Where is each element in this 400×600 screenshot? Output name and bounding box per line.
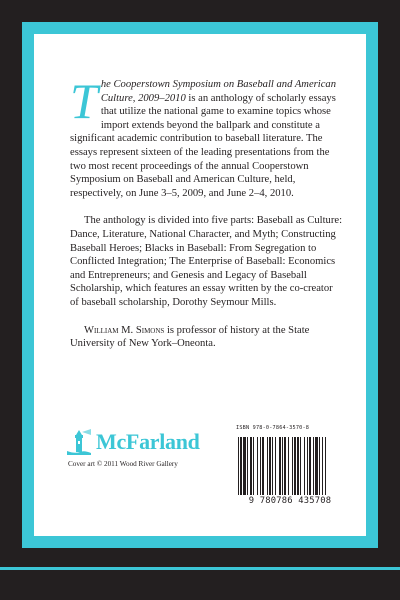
barcode-bar: [309, 437, 311, 495]
blurb-paragraph-1-rest: is an anthology of scholarly essays that utilize the national game to examine topics whose import extends beyond the ballpark and constitute a significant academic contribution to baseball literature. The essays represent sixteen of the leading presentations from the two most recent proceedings of the annual Cooperstown Symposium on Baseball and American Culture, held, respectively, on June 3–5, 2009, and June 2–4, 2010.: [70, 92, 336, 199]
barcode-bar: [267, 437, 268, 495]
barcode-bar: [240, 437, 242, 495]
publisher-name: McFarland: [96, 429, 200, 454]
barcode-bar: [325, 437, 326, 495]
barcode-bar: [238, 437, 239, 495]
barcode-bar: [304, 437, 305, 495]
blurb-text: [70, 73, 344, 351]
barcode-bar: [315, 437, 318, 495]
barcode-bar: [292, 437, 293, 495]
barcode-bar: [250, 437, 252, 495]
author-bio-rest: is professor of history at the State University of New York–Oneonta.: [70, 324, 310, 350]
barcode-bar: [269, 437, 271, 495]
barcode-bar: [288, 437, 289, 495]
barcode-bar: [300, 437, 301, 495]
barcode-bar: [260, 437, 261, 495]
blurb-paragraph-1: [70, 73, 344, 200]
barcode-digits: 9 780786 435708: [248, 496, 332, 506]
bottom-accent-stripe: [0, 567, 400, 570]
barcode-bar: [247, 437, 248, 495]
barcode-bar: [279, 437, 281, 495]
barcode-bar: [307, 437, 308, 495]
barcode-bar: [313, 437, 314, 495]
barcode-bar: [282, 437, 283, 495]
barcode-bar: [284, 437, 286, 495]
barcode-bar: [272, 437, 273, 495]
barcode-bar: [257, 437, 258, 495]
publisher-logo: [66, 428, 206, 456]
barcode-bar: [243, 437, 246, 495]
barcode-bar: [319, 437, 320, 495]
author-bio: [70, 324, 344, 351]
barcode-bar: [262, 437, 264, 495]
barcode-bar: [253, 437, 254, 495]
lighthouse-icon: [66, 428, 92, 456]
isbn-label: ISBN 978-0-7864-3570-8: [236, 425, 310, 431]
barcode-bar: [294, 437, 296, 495]
drop-cap: T: [70, 73, 98, 129]
barcode-bar: [297, 437, 299, 495]
barcode: [236, 437, 344, 495]
barcode-bar: [275, 437, 276, 495]
book-title-italic: he Cooperstown Symposium on Baseball and American Culture, 2009–2010: [100, 79, 337, 104]
barcode-bar: [322, 437, 323, 495]
cover-art-credit: Cover art © 2011 Wood River Gallery: [68, 460, 178, 468]
blurb-paragraph-2: The anthology is divided into five parts: Baseball as Culture: Dance, Literature, National Character, and Myth; Constructing Baseball Heroes; Blacks in Baseball: From Segregation to Conflicted Integration; The Enterprise of Baseball: Economics and Entrepreneurs; and Genesis and Legacy of Baseball Scholarship, which features an essay written by the co-creator of baseball scholarship, Dorothy Seymour Mills.: [70, 215, 343, 308]
author-name: William M. Simons: [84, 324, 165, 336]
